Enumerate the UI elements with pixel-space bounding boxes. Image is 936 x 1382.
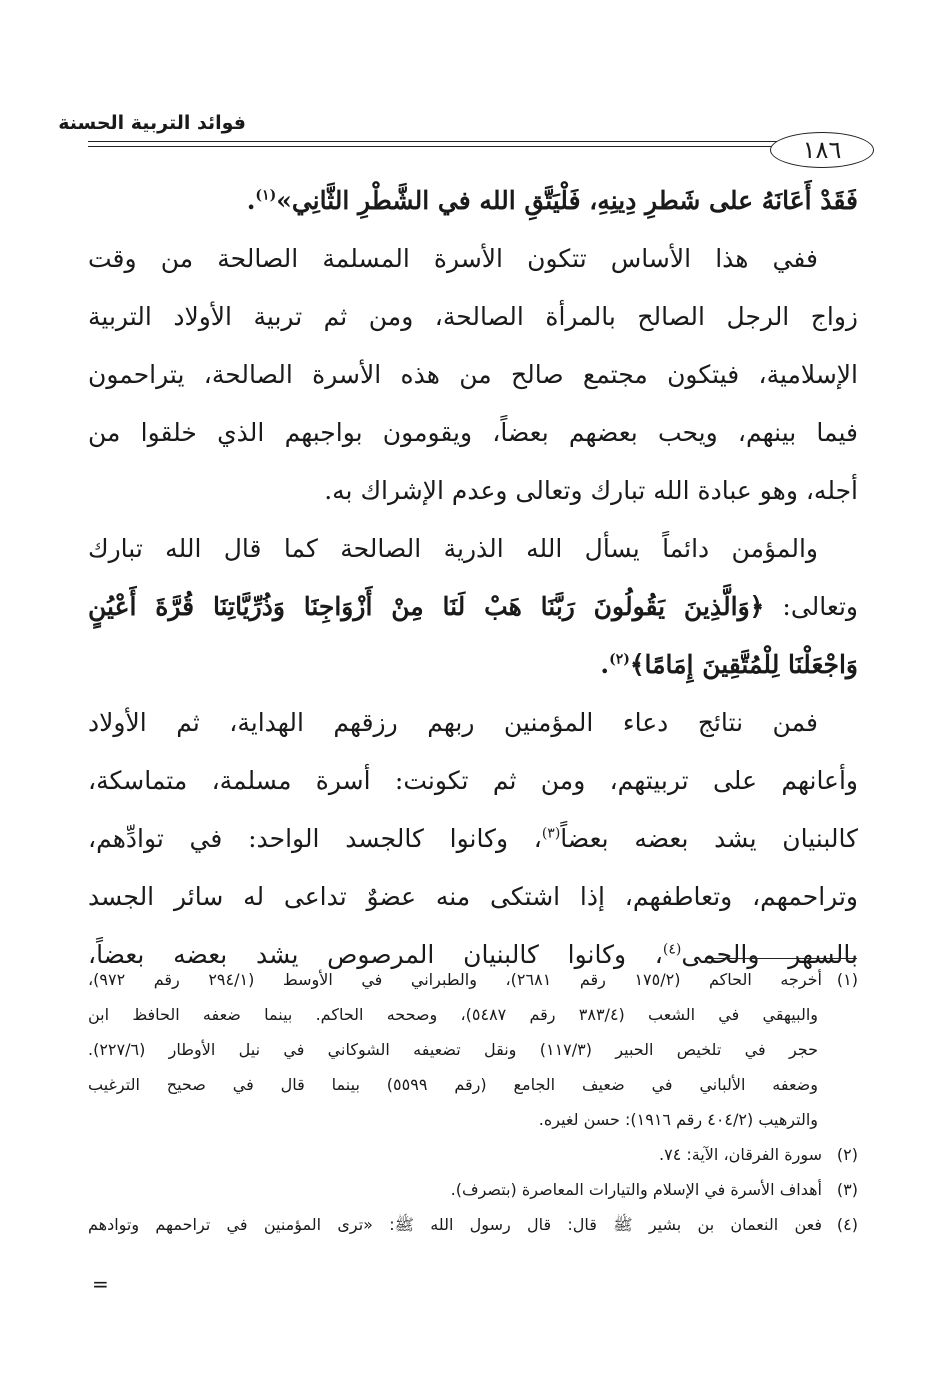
body-line — [88, 578, 858, 636]
footnote-line: والترهيب (٤٠٤/٢ رقم ١٩١٦): حسن لغيره. — [538, 1110, 818, 1129]
footnote-text: سورة الفرقان، الآية: ٧٤. — [659, 1145, 822, 1164]
footnote-text: أخرجه الحاكم (١٧٥/٢ رقم ٢٦٨١)، والطبراني في الأوسط (٢٩٤/١ رقم ٩٧٢)، — [88, 970, 822, 989]
footnote-line — [88, 1207, 858, 1242]
footnote-marker: (٣) — [541, 825, 561, 842]
period: . — [600, 650, 610, 679]
body-line: فيما بينهم، ويحب بعضهم بعضاً، ويقومون بواجبهم الذي خلقوا من — [88, 418, 858, 447]
body-line — [88, 172, 858, 230]
body-text-span: وتعالى: — [782, 592, 858, 621]
body-text — [88, 172, 858, 984]
footnote-number: (٢) — [836, 1145, 858, 1164]
quran-verse: ﴿وَالَّذِينَ يَقُولُونَ رَبَّنَا هَبْ لَنَا مِنْ أَزْوَاجِنَا وَذُرِّيَّاتِنَا قُرَّةَ أَعْيُنٍ — [88, 592, 765, 621]
running-title: فوائد التربية الحسنة — [58, 112, 246, 134]
body-line: الإسلامية، فيتكون مجتمع صالح من هذه الأسرة الصالحة، يتراحمون — [88, 360, 858, 389]
body-line: أجله، وهو عبادة الله تبارك وتعالى وعدم الإشراك به. — [324, 476, 858, 505]
continues-mark: = — [92, 1272, 109, 1296]
body-line: زواج الرجل الصالح بالمرأة الصالحة، ومن ثم تربية الأولاد التربية — [88, 302, 858, 331]
footnote-line — [88, 1172, 858, 1207]
quran-verse: وَاجْعَلْنَا لِلْمُتَّقِينَ إِمَامًا﴾ — [629, 650, 858, 679]
footnote-marker: (١) — [255, 187, 277, 204]
footnote-number: (١) — [836, 970, 858, 989]
hadith-text: فَقَدْ أَعَانَهُ على شَطرِ دِينِهِ، فَلْيَتَّقِ الله في الشَّطْرِ الثَّانِي» — [276, 186, 858, 215]
footnote-line: والبيهقي في الشعب (٣٨٣/٤ رقم ٥٤٨٧)، وصححه الحاكم. بينما ضعفه الحافظ ابن — [88, 1005, 818, 1024]
body-text-span: بالسهر والحمى — [681, 940, 859, 969]
body-line: ففي هذا الأساس تتكون الأسرة المسلمة الصالحة من وقت — [88, 244, 818, 273]
header-rule-bottom — [88, 146, 778, 147]
footnote-line: حجر في تلخيص الحبير (١١٧/٣) ونقل تضعيفه الشوكاني في نيل الأوطار (٢٢٧/٦). — [88, 1040, 818, 1059]
footnote-line — [88, 962, 858, 997]
footnote-number: (٣) — [836, 1180, 858, 1199]
body-line — [88, 636, 858, 694]
body-line — [88, 810, 858, 868]
footnotes — [88, 962, 858, 1242]
footnote-line — [88, 1137, 858, 1172]
footnote-separator — [705, 958, 857, 959]
footnote-marker: (٢) — [609, 651, 630, 668]
footnote-text: فعن النعمان بن بشير ﷺ قال: قال رسول الله ﷺ: «ترى المؤمنين في تراحمهم وتوادهم — [88, 1215, 822, 1234]
body-line: وتراحمهم، وتعاطفهم، إذا اشتكى منه عضوٌ تداعى له سائر الجسد — [88, 882, 858, 911]
body-text-span: ، وكانوا كالجسد الواحد: في توادِّهم، — [88, 824, 542, 853]
footnote-text: أهداف الأسرة في الإسلام والتيارات المعاصرة (بتصرف). — [450, 1180, 822, 1199]
header-rule-top — [88, 141, 778, 142]
body-text-span: كالبنيان يشد بعضه بعضاً — [560, 824, 858, 853]
body-line: والمؤمن دائماً يسأل الله الذرية الصالحة كما قال الله تبارك — [88, 534, 818, 563]
page-number: ١٨٦ — [770, 132, 874, 168]
footnote-marker: (٤) — [662, 941, 682, 958]
footnote-number: (٤) — [836, 1215, 858, 1234]
body-text-span: ، وكانوا كالبنيان المرصوص يشد بعضه بعضاً، — [88, 940, 663, 969]
body-line: وأعانهم على تربيتهم، ومن ثم تكونت: أسرة مسلمة، متماسكة، — [88, 766, 858, 795]
footnote-line: وضعفه الألباني في ضعيف الجامع (رقم ٥٥٩٩) بينما قال في صحيح الترغيب — [88, 1075, 818, 1094]
period: . — [246, 186, 256, 215]
body-line: فمن نتائج دعاء المؤمنين ربهم رزقهم الهداية، ثم الأولاد — [88, 708, 818, 737]
